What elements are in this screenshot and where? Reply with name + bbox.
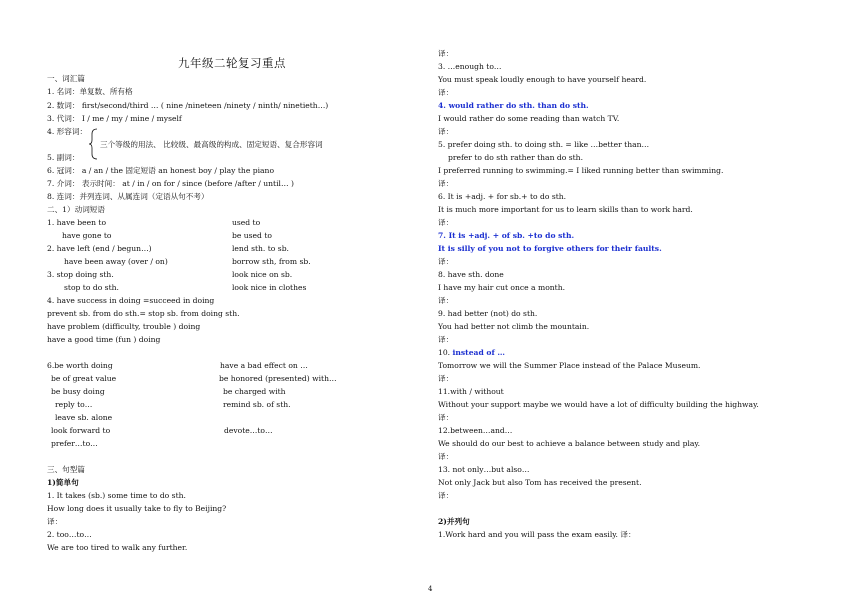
sentence-pattern-highlight: 4. would rather do sth. than do sth.	[438, 101, 589, 110]
list-item: 1. 名词：单复数、所有格	[47, 87, 133, 96]
brace-icon	[89, 128, 99, 160]
translation-prompt: 译：	[438, 296, 454, 305]
translation-prompt: 译：	[438, 335, 454, 344]
document-title: 九年级二轮复习重点	[178, 56, 286, 70]
phrase: look forward to	[51, 426, 111, 435]
example-sentence: Tomorrow we will the Summer Place instead of the Palace Museum.	[438, 361, 701, 370]
sentence-pattern: 12.between…and…	[438, 426, 513, 435]
phrase: remind sb. of sth.	[223, 400, 291, 409]
phrase: 4. have success in doing =succeed in doing	[47, 296, 215, 305]
translation-prompt: 译：	[438, 452, 454, 461]
phrase: have gone to	[62, 231, 112, 240]
example-sentence: It is much more important for us to learn skills than to work hard.	[438, 205, 693, 214]
phrase: have a good time (fun ) doing	[47, 335, 161, 344]
sentence-pattern: 11.with / without	[438, 387, 504, 396]
sentence-pattern: prefer to do sth rather than do sth.	[448, 153, 583, 162]
phrase: reply to…	[55, 400, 93, 409]
example-sentence: 1.Work hard and you will pass the exam easily. 译：	[438, 530, 636, 539]
phrase: be used to	[232, 231, 272, 240]
phrase: stop to do sth.	[64, 283, 119, 292]
list-item: 8. 连词：并列连词、从属连词（定语从句不考）	[47, 192, 209, 201]
subsection-heading: 2)并列句	[438, 517, 470, 526]
page-number: 4	[428, 585, 433, 593]
sentence-pattern: 9. had better (not) do sth.	[438, 309, 538, 318]
phrase: be of great value	[51, 374, 117, 383]
translation-prompt: 译：	[438, 491, 454, 500]
example-sentence: Not only Jack but also Tom has received the present.	[438, 478, 642, 487]
list-item: 3. 代词： I / me / my / mine / myself	[47, 114, 182, 123]
phrase: have been away (over / on)	[64, 257, 168, 266]
list-item: 4. 形容词：	[47, 127, 88, 136]
list-item-note: 三个等级的用法、 比较级、最高级的构成、固定短语、复合形容词	[100, 140, 323, 149]
phrase: have problem (difficulty, trouble ) doing	[47, 322, 201, 331]
list-item: 7. 介词： 表示时间： at / in / on for / since (before /after / until… )	[47, 179, 294, 188]
section-heading: 二、1）动词短语	[47, 205, 105, 214]
sentence-pattern: 8. have sth. done	[438, 270, 504, 279]
phrase: leave sb. alone	[55, 413, 113, 422]
sentence-pattern: 13. not only…but also…	[438, 465, 530, 474]
sentence-pattern-highlight: instead of …	[452, 348, 505, 357]
example-sentence: I preferred running to swimming.= I liked running better than swimming.	[438, 166, 724, 175]
item-number: 10.	[438, 348, 453, 357]
phrase: lend sth. to sb.	[232, 244, 289, 253]
sentence-pattern-highlight: 7. It is +adj. + of sb. +to do sth.	[438, 231, 575, 240]
translation-prompt: 译：	[438, 127, 454, 136]
phrase: used to	[232, 218, 261, 227]
sentence-pattern: 1. It takes (sb.) some time to do sth.	[47, 491, 186, 500]
translation-prompt: 译：	[47, 517, 63, 526]
phrase: be charged with	[223, 387, 286, 396]
sentence-pattern: 6. It is +adj. + for sb.+ to do sth.	[438, 192, 567, 201]
translation-prompt: 译：	[438, 88, 454, 97]
translation-prompt: 译：	[438, 49, 454, 58]
phrase: devote…to…	[224, 426, 273, 435]
example-sentence: I would rather do some reading than watch TV.	[438, 114, 620, 123]
sentence-pattern: 5. prefer doing sth. to doing sth. = like …better than…	[438, 140, 650, 149]
example-sentence: You must speak loudly enough to have yourself heard.	[438, 75, 647, 84]
translation-prompt: 译：	[438, 218, 454, 227]
phrase: have a bad effect on …	[220, 361, 308, 370]
phrase: 6.be worth doing	[47, 361, 113, 370]
phrase: 1. have been to	[47, 218, 107, 227]
phrase: borrow sth, from sb.	[232, 257, 311, 266]
example-sentence: We should do our best to achieve a balance between study and play.	[438, 439, 701, 448]
phrase: be honored (presented) with…	[219, 374, 337, 383]
translation-prompt: 译：	[438, 179, 454, 188]
translation-prompt: 译：	[438, 257, 454, 266]
section-heading: 一、词汇篇	[47, 74, 85, 83]
section-heading: 三、句型篇	[47, 465, 85, 474]
translation-prompt: 译：	[438, 374, 454, 383]
phrase: prevent sb. from do sth.= stop sb. from doing sth.	[47, 309, 240, 318]
sentence-pattern: 3. …enough to…	[438, 62, 502, 71]
phrase: look nice in clothes	[232, 283, 307, 292]
translation-prompt: 译：	[438, 413, 454, 422]
example-sentence: I have my hair cut once a month.	[438, 283, 566, 292]
list-item: 6. 冠词： a / an / the 固定短语 an honest boy / play the piano	[47, 166, 275, 175]
list-item: 2. 数词： first/second/third … ( nine /nineteen /ninety / ninth/ ninetieth…)	[47, 101, 329, 110]
example-sentence: How long does it usually take to fly to Beijing?	[47, 504, 227, 513]
example-sentence: Without your support maybe we would have a lot of difficulty building the highway.	[438, 400, 759, 409]
phrase: prefer…to…	[51, 439, 98, 448]
example-sentence-highlight: It is silly of you not to forgive others for their faults.	[438, 244, 662, 253]
sentence-pattern	[438, 349, 505, 357]
sentence-pattern: 2. too…to…	[47, 530, 92, 539]
phrase: be busy doing	[51, 387, 105, 396]
list-item: 5. 副词：	[47, 153, 80, 162]
phrase: 2. have left (end / begun…)	[47, 244, 152, 253]
subsection-heading: 1)简单句	[47, 478, 79, 487]
example-sentence: We are too tired to walk any further.	[47, 543, 188, 552]
phrase: look nice on sb.	[232, 270, 293, 279]
example-sentence: You had better not climb the mountain.	[438, 322, 590, 331]
phrase: 3. stop doing sth.	[47, 270, 114, 279]
